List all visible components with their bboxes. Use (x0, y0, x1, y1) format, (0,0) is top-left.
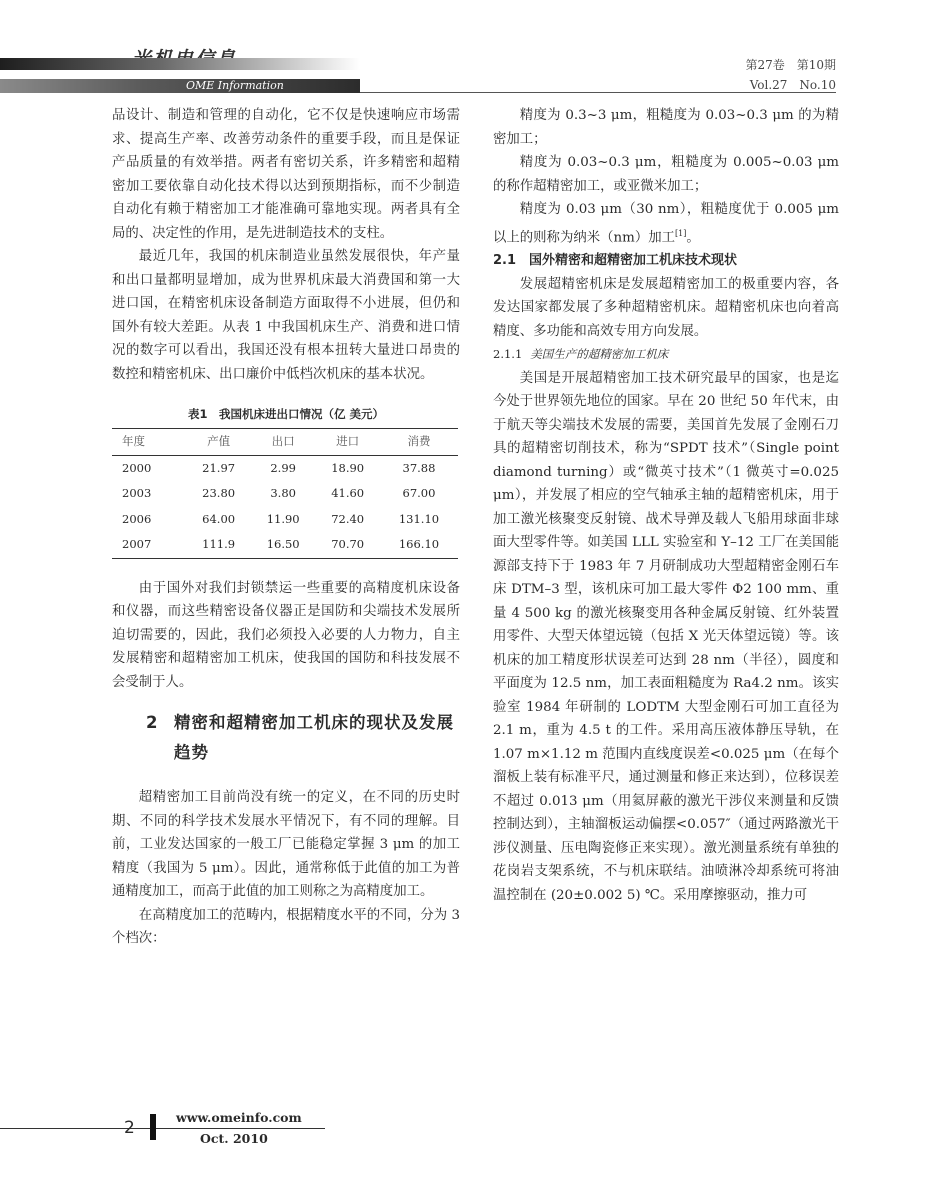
table-cell: 2007 (112, 532, 186, 558)
table-cell: 2006 (122, 511, 152, 526)
table-cell: 16.50 (251, 532, 316, 558)
journal-subtitle: OME Information (186, 79, 284, 92)
table-row (112, 481, 458, 507)
page-marker (150, 1114, 156, 1140)
table-header-row (112, 429, 458, 456)
table-cell: 11.90 (266, 511, 300, 526)
table-row (112, 532, 458, 558)
table-cell: 21.97 (202, 460, 236, 475)
table-cell: 2000 (122, 460, 152, 475)
table-row (112, 507, 458, 533)
table-cell: 3.80 (270, 486, 296, 500)
paragraph: 在高精度加工的范畴内，根据精度水平的不同，分为 3 个档次： (112, 907, 460, 946)
table-row (112, 455, 458, 481)
subsubsection-number: 2.1.1 (493, 347, 523, 362)
table-cell: 2.99 (270, 460, 296, 475)
paragraph: 最近几年，我国的机床制造业虽然发展很快，年产量和出口量都明显增加，成为世界机床最大消费国和第一大进口国，在精密机床设备制造方面取得不小进展，但仍和国外有较大差距。从表 1 中我国机床生产、消费和进口情况的数字可以看出，我国还没有根本扭转大量进口昂贵的数控和精密机床、出口廉价中低档次机床的基本状况。 (112, 249, 460, 382)
issue-cn: 第27卷 第10期 (745, 58, 836, 72)
subsubsection-title: 美国生产的超精密加工机床 (530, 347, 669, 362)
footer-url: www.omeinfo.com (176, 1110, 302, 1125)
table-cell: 166.10 (380, 532, 458, 558)
issue-en: Vol.27 No.10 (749, 78, 836, 92)
paragraph-end: 。 (686, 229, 700, 245)
table-cell: 131.10 (398, 511, 440, 526)
header-sub-bar (0, 79, 360, 93)
col-header: 产值 (186, 429, 251, 456)
citation-ref: [1] (675, 228, 687, 238)
paragraph: 超精密加工目前尚没有统一的定义，在不同的历史时期、不同的科学技术发展水平情况下，有不同的理解。目前，工业发达国家的一般工厂已能稳定掌握 3 μm 的加工精度（我国为 5 μm）。因此，通常称低于此值的加工为普通精度加工，而高于此值的加工则称之为高精度加工。 (112, 790, 460, 899)
paragraph: 精度为 0.03~0.3 μm，粗糙度为 0.005~0.03 μm 的称作超精密加工，或亚微米加工； (493, 155, 839, 194)
table-cell: 41.60 (331, 486, 365, 500)
table-cell: 70.70 (315, 532, 380, 558)
paragraph: 品设计、制造和管理的自动化，它不仅是快速响应市场需求、提高生产率、改善劳动条件的重要手段，而且是保证产品质量的有效举措。两者有密切关系，许多精密和超精密加工要依靠自动化技术得以达到预期指标，而不少制造自动化有赖于精密加工才能准确可靠地实现。两者具有全局的、决定性的作用，是先进制造技术的支柱。 (112, 108, 460, 241)
section-heading (112, 708, 460, 768)
col-header: 年度 (112, 429, 186, 456)
paragraph (493, 198, 839, 249)
table-cell: 64.00 (202, 511, 236, 526)
data-table (112, 428, 458, 559)
paragraph-text: 精度为 0.03 μm（30 nm），粗糙度优于 0.005 μm 以上的则称为纳米（nm）加工 (493, 202, 839, 245)
subsubsection-heading (493, 343, 839, 367)
table-cell: 23.80 (202, 486, 236, 500)
table-cell: 18.90 (331, 460, 365, 475)
col-header: 进口 (315, 429, 380, 456)
table-1 (112, 404, 460, 559)
section-title: 精密和超精密加工机床的现状及发展趋势 (174, 713, 454, 762)
header-rule (360, 92, 836, 93)
paragraph: 美国是开展超精密加工技术研究最早的国家，也是迄今处于世界领先地位的国家。早在 20 世纪 50 年代末，由于航天等尖端技术发展的需要，美国首先发展了金刚石刀具的超精密切削技术，称为“SPDT 技术”（Single point diamond turning）或“微英寸技术”（1 微英寸=0.025 μm），并发展了相应的空气轴承主轴的超精密机床，用于加工激光核聚变反射镜、战术导弹及载人飞船用球面非球面大型零件等。如美国 LLL 实验室和 Y–12 工厂在美国能源部支持下于 1983 年 7 月研制成功大型超精密金刚石车床 DTM–3 型，该机床可加工最大零件 Φ2 100 mm、重量 4 500 kg 的激光核聚变用各种金属反射镜、红外装置用零件、大型天体望远镜（包括 X 光天体望远镜）等。该机床的加工精度形状误差可达到 28 nm（半径），圆度和平面度为 12.5 nm，加工表面粗糙度为 Ra4.2 nm。该实验室 1984 年研制的 LODTM 大型金刚石可加工直径为 2.1 m，重为 4.5 t 的工件。采用高压液体静压导轨，在 1.07 m×1.12 m 范围内直线度误差<0.025 μm（在每个溜板上装有标准平尺，通过测量和修正来达到），位移误差不超过 0.013 μm（用氦屏蔽的激光干涉仪来测量和反馈控制达到），主轴溜板运动偏摆<0.057″（通过两路激光干涉仪测量、压电陶瓷修正来实现）。激光测量系统有单独的花岗岩支架系统，不与机床联结。油喷淋冷却系统可将油温控制在 (20±0.002 5) ℃。采用摩擦驱动，推力可 (493, 370, 839, 903)
left-column (112, 104, 460, 951)
subsection-heading: 2.1 国外精密和超精密加工机床技术现状 (493, 253, 738, 269)
section-number: 2 (146, 713, 159, 732)
table-cell: 2003 (122, 486, 152, 500)
paragraph: 精度为 0.3~3 μm，粗糙度为 0.03~0.3 μm 的为精密加工； (493, 108, 839, 147)
footer-rule (0, 1128, 325, 1129)
paragraph: 由于国外对我们封锁禁运一些重要的高精度机床设备和仪器，而这些精密设备仪器正是国防和尖端技术发展所迫切需要的，因此，我们必须投入必要的人力物力，自主发展精密和超精密加工机床，使我国的国防和科技发展不会受制于人。 (112, 580, 460, 690)
header-decor-bar (0, 58, 360, 70)
footer-date: Oct. 2010 (200, 1131, 268, 1146)
col-header: 出口 (251, 429, 316, 456)
table-cell: 67.00 (402, 486, 436, 500)
paragraph: 发展超精密机床是发展超精密加工的极重要内容，各发达国家都发展了多种超精密机床。超精密机床也向着高精度、多功能和高效专用方向发展。 (493, 276, 839, 339)
col-header: 消费 (380, 429, 458, 456)
table-cell: 111.9 (186, 532, 251, 558)
table-cell: 37.88 (402, 460, 436, 475)
table-cell: 72.40 (331, 511, 365, 526)
right-column (493, 104, 839, 907)
table-caption: 表1 我国机床进出口情况（亿 美元） (187, 407, 384, 421)
page-number: 2 (124, 1118, 135, 1138)
